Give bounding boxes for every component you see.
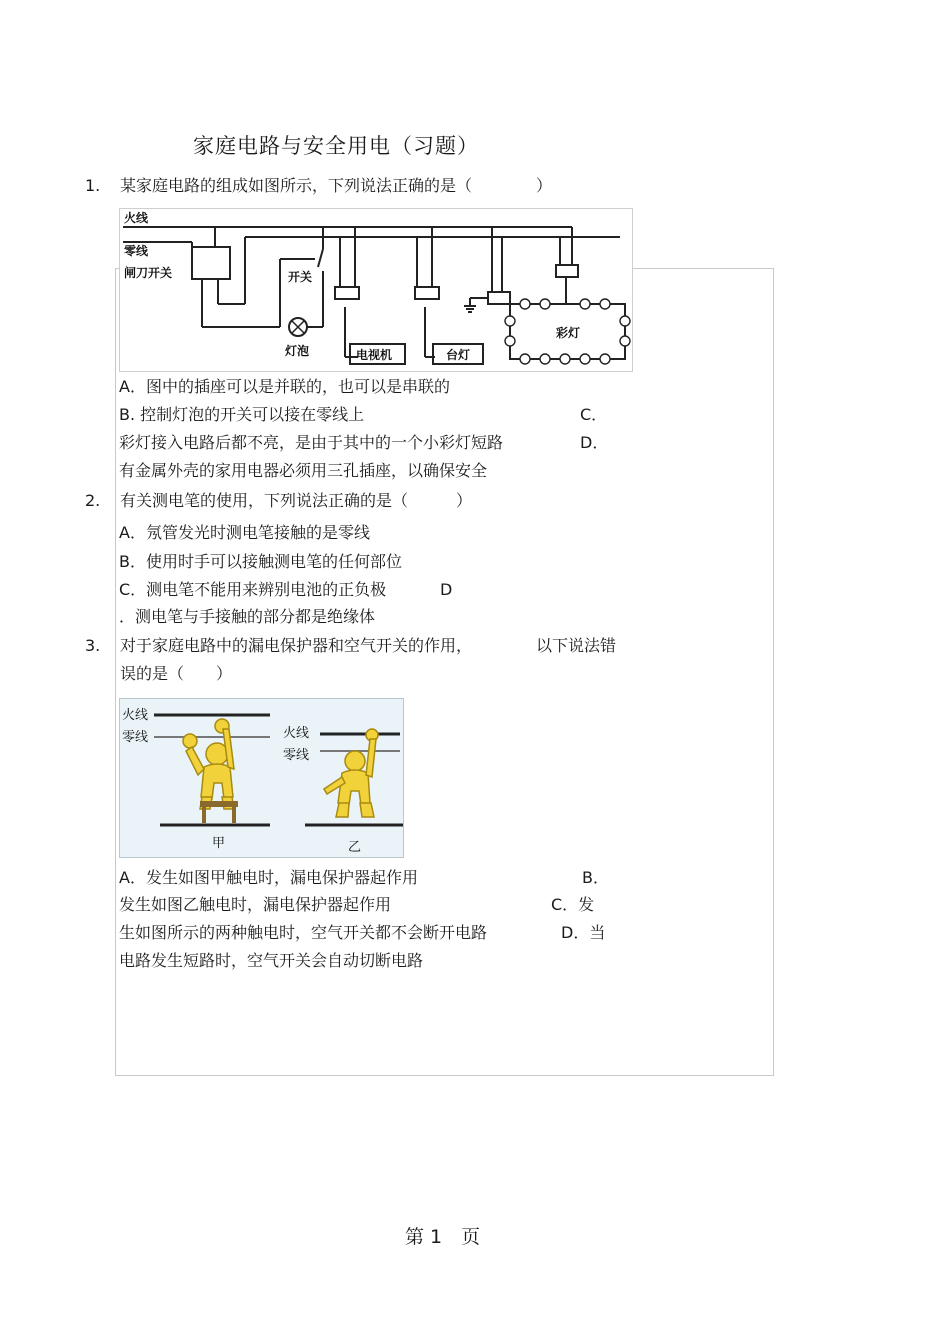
- option-b: B. 控制灯泡的开关可以接在零线上: [119, 405, 365, 424]
- option-d-marker: D: [440, 580, 453, 599]
- document-title: 家庭电路与安全用电（习题）: [193, 134, 479, 158]
- question-stem-continued: 以下说法错: [536, 636, 617, 655]
- option-d-marker: D．当: [561, 923, 606, 942]
- option-d: 电路发生短路时，空气开关会自动切断电路: [119, 951, 424, 970]
- caption-jia: 甲: [212, 836, 226, 851]
- knife-switch-label: 闸刀开关: [124, 266, 173, 280]
- option-b-marker: B．: [582, 868, 609, 887]
- live-wire-label-b: 火线: [283, 726, 310, 741]
- live-wire-label-a: 火线: [122, 708, 149, 723]
- option-c-marker: C．发: [551, 895, 595, 914]
- bulb-label: 灯泡: [285, 344, 310, 358]
- question-number: 1.: [85, 176, 101, 195]
- option-d: 有金属外壳的家用电器必须用三孔插座，以确保安全: [119, 461, 488, 480]
- neutral-wire-label-b: 零线: [283, 748, 310, 763]
- question-stem: 某家庭电路的组成如图所示，下列说法正确的是（ ）: [120, 176, 553, 195]
- option-d: ．测电笔与手接触的部分都是绝缘体: [119, 607, 376, 626]
- option-c: 生如图所示的两种触电时，空气开关都不会断开电路: [119, 923, 488, 942]
- electric-shock-figure: [119, 698, 404, 858]
- caption-yi: 乙: [348, 840, 362, 855]
- question-stem: 对于家庭电路中的漏电保护器和空气开关的作用，: [120, 636, 473, 655]
- option-c: C．测电笔不能用来辨别电池的正负极: [119, 580, 387, 599]
- option-a: A．氖管发光时测电笔接触的是零线: [119, 523, 370, 542]
- tv-label: 电视机: [356, 348, 393, 362]
- question-number: 3.: [85, 636, 101, 655]
- household-circuit-figure: [119, 208, 633, 372]
- option-c-marker: C．: [580, 405, 608, 424]
- neutral-wire-label: 零线: [124, 244, 149, 258]
- option-a: A．图中的插座可以是并联的，也可以是串联的: [119, 377, 450, 396]
- question-stem: 有关测电笔的使用，下列说法正确的是（ ）: [120, 491, 473, 510]
- live-wire-label: 火线: [124, 211, 149, 225]
- option-a: A．发生如图甲触电时，漏电保护器起作用: [119, 868, 418, 887]
- option-b: 发生如图乙触电时，漏电保护器起作用: [119, 895, 392, 914]
- option-c: 彩灯接入电路后都不亮，是由于其中的一个小彩灯短路: [119, 433, 504, 452]
- desk-lamp-label: 台灯: [446, 348, 471, 362]
- neutral-wire-label-a: 零线: [122, 730, 149, 745]
- page-number: 第 1 页: [405, 1226, 481, 1248]
- question-number: 2.: [85, 491, 101, 510]
- switch-label: 开关: [288, 270, 313, 284]
- option-b: B．使用时手可以接触测电笔的任何部位: [119, 552, 402, 571]
- string-lights-label: 彩灯: [556, 326, 581, 340]
- question-stem-end: 误的是（ ）: [120, 664, 233, 683]
- option-d-marker: D．: [580, 433, 609, 452]
